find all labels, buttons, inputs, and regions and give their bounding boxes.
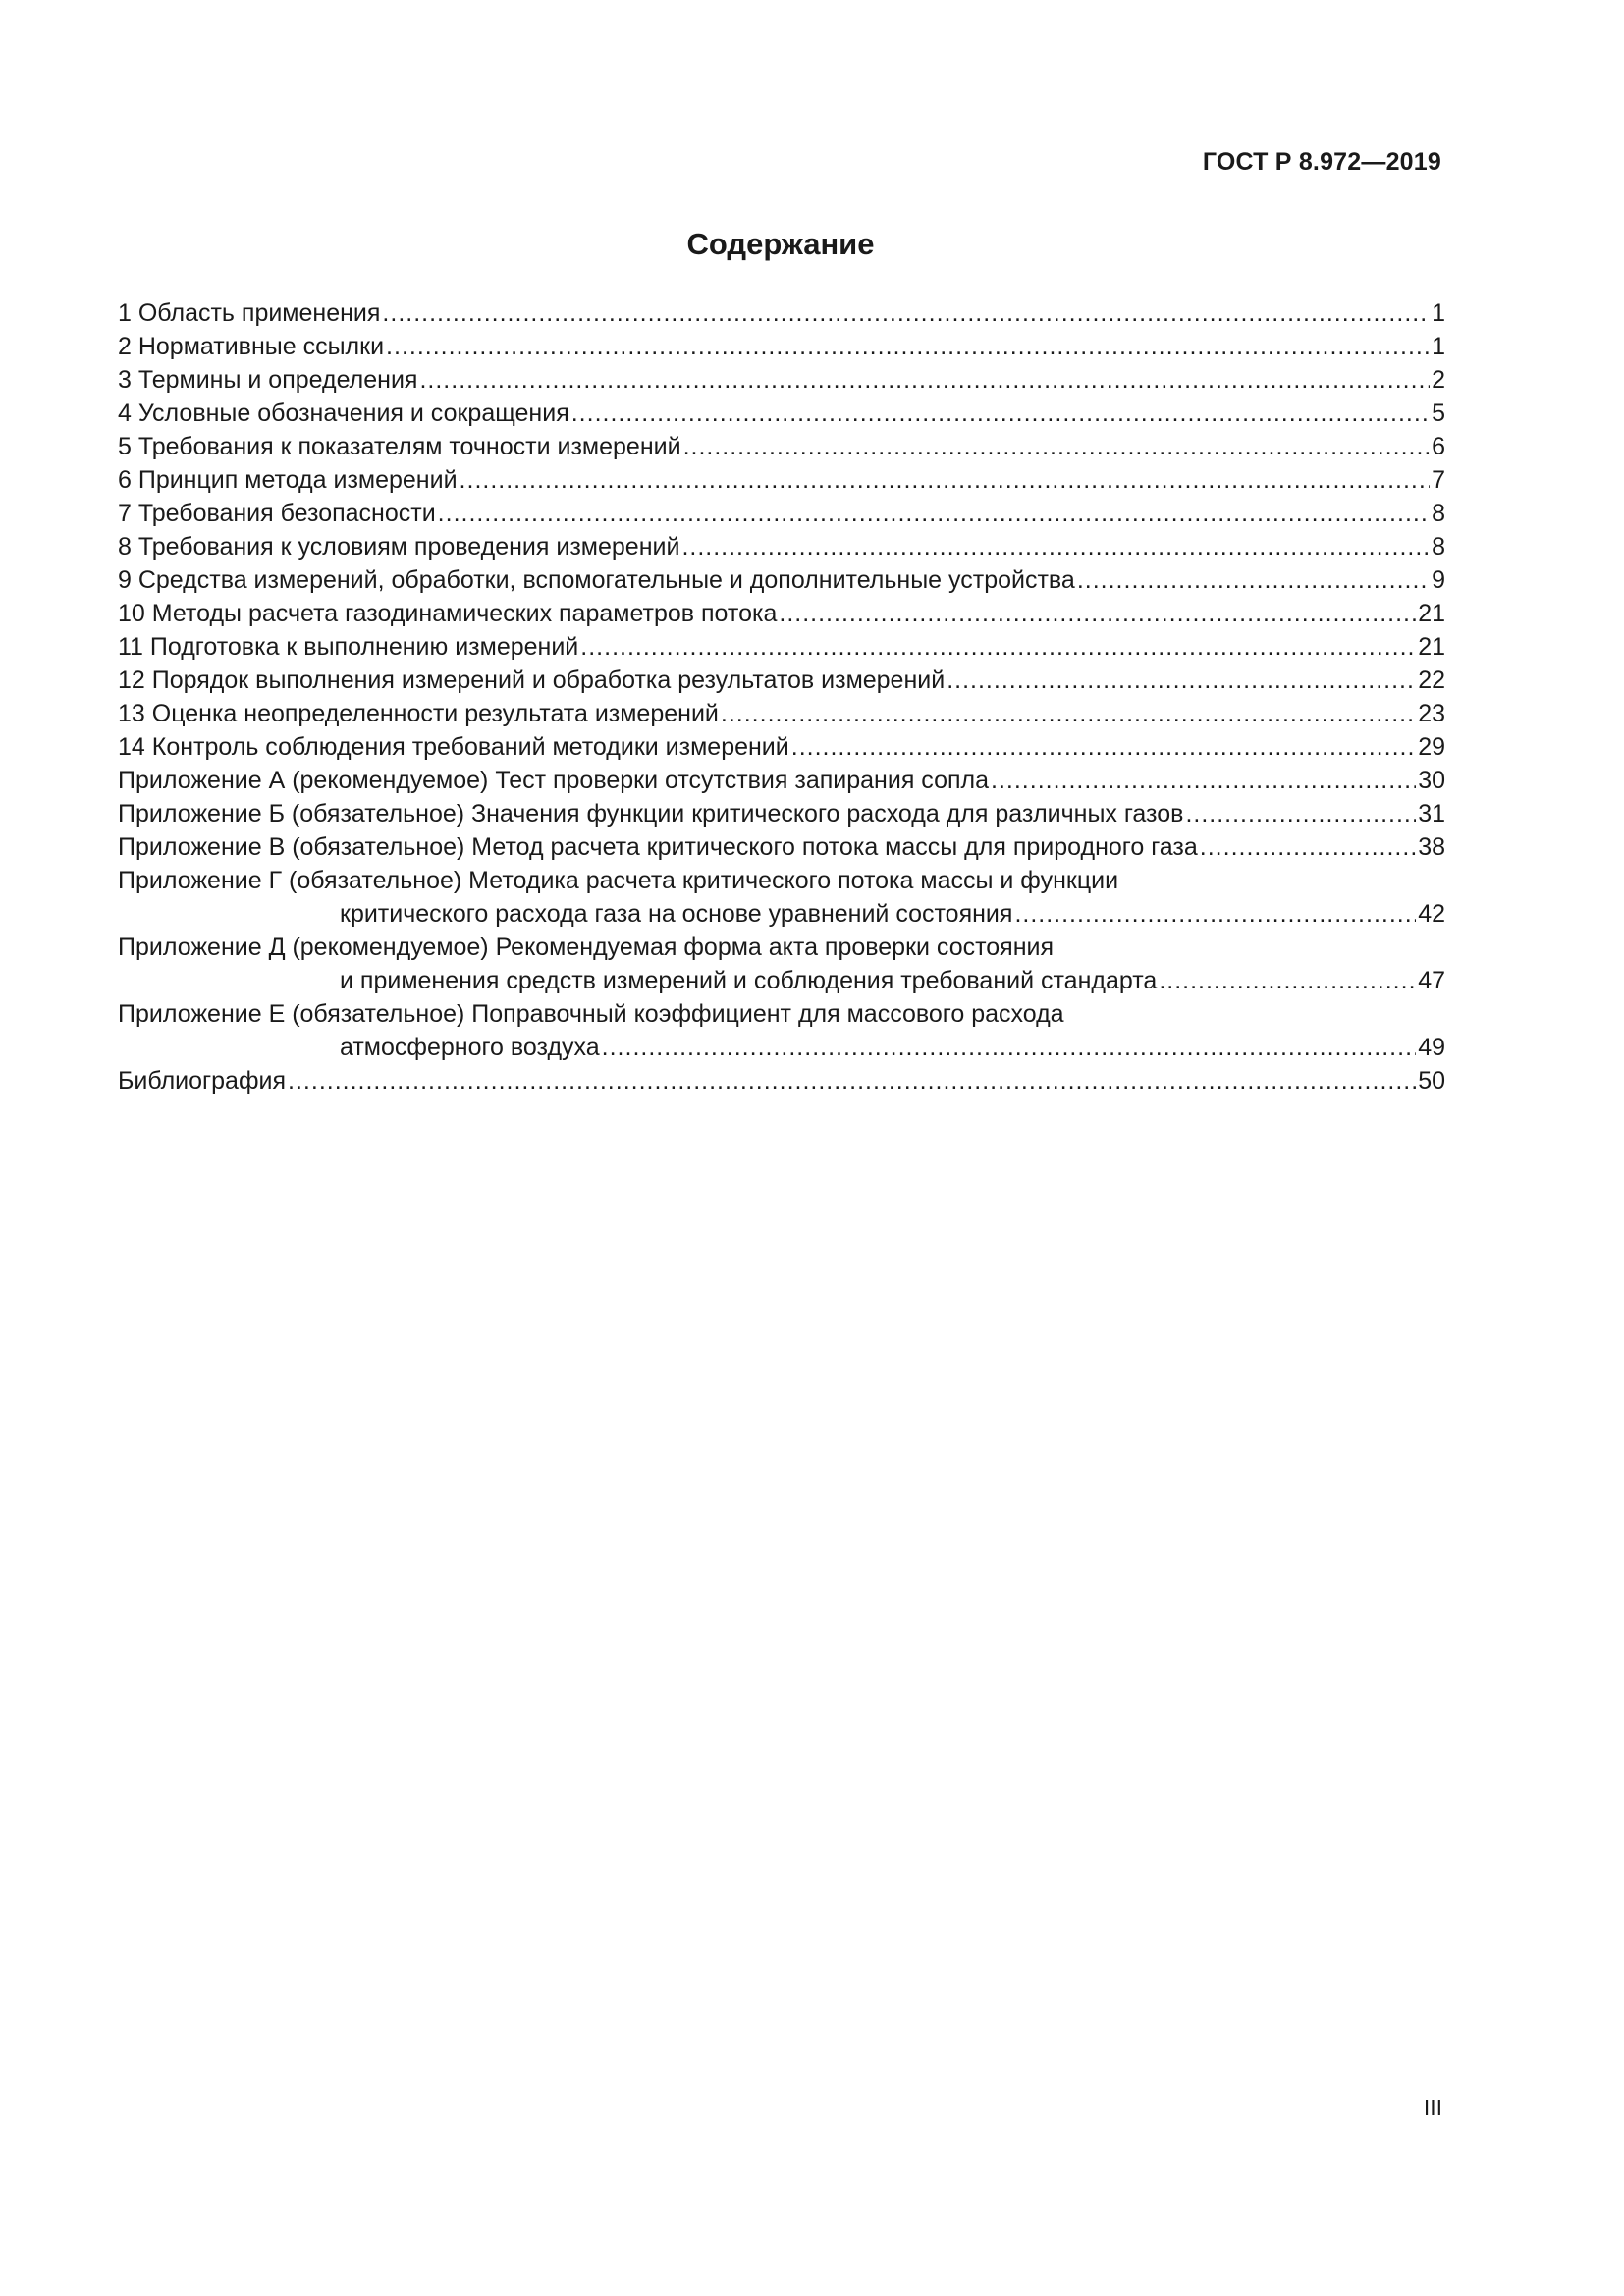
- toc-dot-leader: [438, 497, 1430, 530]
- toc-dot-leader: [991, 764, 1416, 797]
- toc-entry[interactable]: [118, 797, 1445, 830]
- toc-entry-label: 9 Средства измерений, обработки, вспомогательные и дополнительные устройства: [118, 566, 1075, 594]
- toc-title: Содержание: [686, 227, 875, 261]
- toc-entry-line: [118, 864, 1445, 897]
- toc-entry[interactable]: [118, 830, 1445, 864]
- toc-entry-page-number: 21: [1418, 633, 1445, 661]
- toc-entry-line: [118, 563, 1445, 597]
- toc-entry[interactable]: [118, 463, 1445, 497]
- toc-entry-page-number: 50: [1418, 1067, 1445, 1095]
- toc-dot-leader: [571, 397, 1430, 430]
- toc-entry-label: 4 Условные обозначения и сокращения: [118, 400, 569, 427]
- toc-entry-label: атмосферного воздуха: [340, 1034, 600, 1061]
- toc-entry-continuation-line: [118, 1031, 1445, 1064]
- toc-entry-line: [118, 363, 1445, 397]
- toc-entry[interactable]: [118, 730, 1445, 764]
- toc-entry[interactable]: [118, 1064, 1445, 1097]
- toc-entry-line: [118, 497, 1445, 530]
- toc-entry[interactable]: [118, 563, 1445, 597]
- document-code: ГОСТ Р 8.972—2019: [1202, 148, 1441, 176]
- toc-entry-line: [118, 664, 1445, 697]
- toc-entry-label: 12 Порядок выполнения измерений и обработка результатов измерений: [118, 667, 946, 694]
- toc-dot-leader: [386, 330, 1430, 363]
- toc-entry-label: 10 Методы расчета газодинамических параметров потока: [118, 600, 778, 627]
- toc-dot-leader: [580, 630, 1416, 664]
- toc-dot-leader: [791, 730, 1416, 764]
- toc-entry-page-number: 5: [1432, 400, 1445, 427]
- toc-entry-page-number: 2: [1432, 366, 1445, 394]
- toc-dot-leader: [721, 697, 1416, 730]
- toc-entry-line: [118, 397, 1445, 430]
- toc-entry-line: [118, 630, 1445, 664]
- toc-dot-leader: [288, 1064, 1416, 1097]
- toc-entry-line: [118, 430, 1445, 463]
- toc-entry-label: 5 Требования к показателям точности измерений: [118, 433, 681, 460]
- toc-entry-label: Приложение В (обязательное) Метод расчета критического потока массы для природного газа: [118, 833, 1198, 861]
- toc-entry-page-number: 30: [1418, 767, 1445, 794]
- toc-entry[interactable]: [118, 664, 1445, 697]
- toc-entry-label: Приложение Е (обязательное) Поправочный коэффициент для массового расхода: [118, 1000, 1064, 1028]
- toc-entry-line: [118, 463, 1445, 497]
- toc-entry-page-number: 38: [1418, 833, 1445, 861]
- toc-entry-label: 7 Требования безопасности: [118, 500, 436, 527]
- toc-entry-page-number: 31: [1418, 800, 1445, 828]
- toc-dot-leader: [460, 463, 1431, 497]
- toc-entry-page-number: 9: [1432, 566, 1445, 594]
- toc-entry[interactable]: [118, 296, 1445, 330]
- toc-entry[interactable]: [118, 864, 1445, 931]
- toc-entry[interactable]: [118, 363, 1445, 397]
- toc-entry-line: [118, 697, 1445, 730]
- toc-entry[interactable]: [118, 530, 1445, 563]
- toc-entry-line: [118, 730, 1445, 764]
- toc-entry[interactable]: [118, 764, 1445, 797]
- toc-entry-page-number: 47: [1418, 967, 1445, 994]
- toc-entry-line: [118, 931, 1445, 964]
- toc-entry-page-number: 22: [1418, 667, 1445, 694]
- toc-entry-label: 6 Принцип метода измерений: [118, 466, 458, 494]
- toc-entry[interactable]: [118, 497, 1445, 530]
- toc-entry[interactable]: [118, 397, 1445, 430]
- toc-dot-leader: [681, 530, 1430, 563]
- toc-entry-label: 2 Нормативные ссылки: [118, 333, 385, 360]
- toc-entry-page-number: 8: [1432, 500, 1445, 527]
- toc-dot-leader: [419, 363, 1430, 397]
- toc-entry-line: [118, 1064, 1445, 1097]
- toc-entry-label: и применения средств измерений и соблюдения требований стандарта: [340, 967, 1158, 994]
- toc-dot-leader: [602, 1031, 1417, 1064]
- toc-entry-page-number: 42: [1418, 900, 1445, 928]
- toc-entry-line: [118, 997, 1445, 1031]
- toc-entry-line: [118, 530, 1445, 563]
- toc-dot-leader: [947, 664, 1416, 697]
- toc-entry-continuation-line: [118, 964, 1445, 997]
- toc-entry-line: [118, 597, 1445, 630]
- toc-entry-label: 14 Контроль соблюдения требований методики измерений: [118, 733, 789, 761]
- toc-entry-line: [118, 764, 1445, 797]
- toc-entry-label: Приложение Д (рекомендуемое) Рекомендуемая форма акта проверки состояния: [118, 934, 1055, 961]
- toc-dot-leader: [1200, 830, 1416, 864]
- toc-entry-page-number: 7: [1432, 466, 1445, 494]
- toc-entry-continuation-line: [118, 897, 1445, 931]
- toc-entry-page-number: 1: [1432, 333, 1445, 360]
- toc-entry-label: Приложение Г (обязательное) Методика расчета критического потока массы и функции: [118, 867, 1119, 894]
- toc-entry-label: Библиография: [118, 1067, 287, 1095]
- toc-entry-page-number: 49: [1418, 1034, 1445, 1061]
- toc-entry-page-number: 6: [1432, 433, 1445, 460]
- toc-dot-leader: [1077, 563, 1430, 597]
- toc-entry-line: [118, 830, 1445, 864]
- toc-entry[interactable]: [118, 931, 1445, 997]
- toc-entry-line: [118, 330, 1445, 363]
- toc-dot-leader: [683, 430, 1431, 463]
- toc-entry[interactable]: [118, 697, 1445, 730]
- page-number: III: [1423, 2095, 1442, 2120]
- toc-entry-line: [118, 797, 1445, 830]
- table-of-contents: [118, 296, 1445, 1097]
- toc-dot-leader: [1014, 897, 1416, 931]
- toc-entry-label: 8 Требования к условиям проведения измерений: [118, 533, 680, 561]
- toc-entry-page-number: 23: [1418, 700, 1445, 727]
- toc-entry-page-number: 29: [1418, 733, 1445, 761]
- toc-entry[interactable]: [118, 630, 1445, 664]
- toc-entry-page-number: 8: [1432, 533, 1445, 561]
- toc-entry-label: 3 Термины и определения: [118, 366, 418, 394]
- toc-dot-leader: [779, 597, 1416, 630]
- toc-entry[interactable]: [118, 330, 1445, 363]
- toc-entry-label: 13 Оценка неопределенности результата измерений: [118, 700, 719, 727]
- toc-dot-leader: [1159, 964, 1416, 997]
- toc-entry-page-number: 1: [1432, 299, 1445, 327]
- toc-entry[interactable]: [118, 997, 1445, 1064]
- toc-entry-page-number: 21: [1418, 600, 1445, 627]
- toc-entry-label: критического расхода газа на основе уравнений состояния: [340, 900, 1013, 928]
- toc-entry[interactable]: [118, 430, 1445, 463]
- toc-entry-label: Приложение Б (обязательное) Значения функции критического расхода для различных газов: [118, 800, 1184, 828]
- toc-entry[interactable]: [118, 597, 1445, 630]
- toc-entry-label: Приложение А (рекомендуемое) Тест проверки отсутствия запирания сопла: [118, 767, 990, 794]
- toc-dot-leader: [382, 296, 1430, 330]
- toc-entry-label: 1 Область применения: [118, 299, 381, 327]
- toc-entry-label: 11 Подготовка к выполнению измерений: [118, 633, 579, 661]
- toc-dot-leader: [1185, 797, 1416, 830]
- toc-entry-line: [118, 296, 1445, 330]
